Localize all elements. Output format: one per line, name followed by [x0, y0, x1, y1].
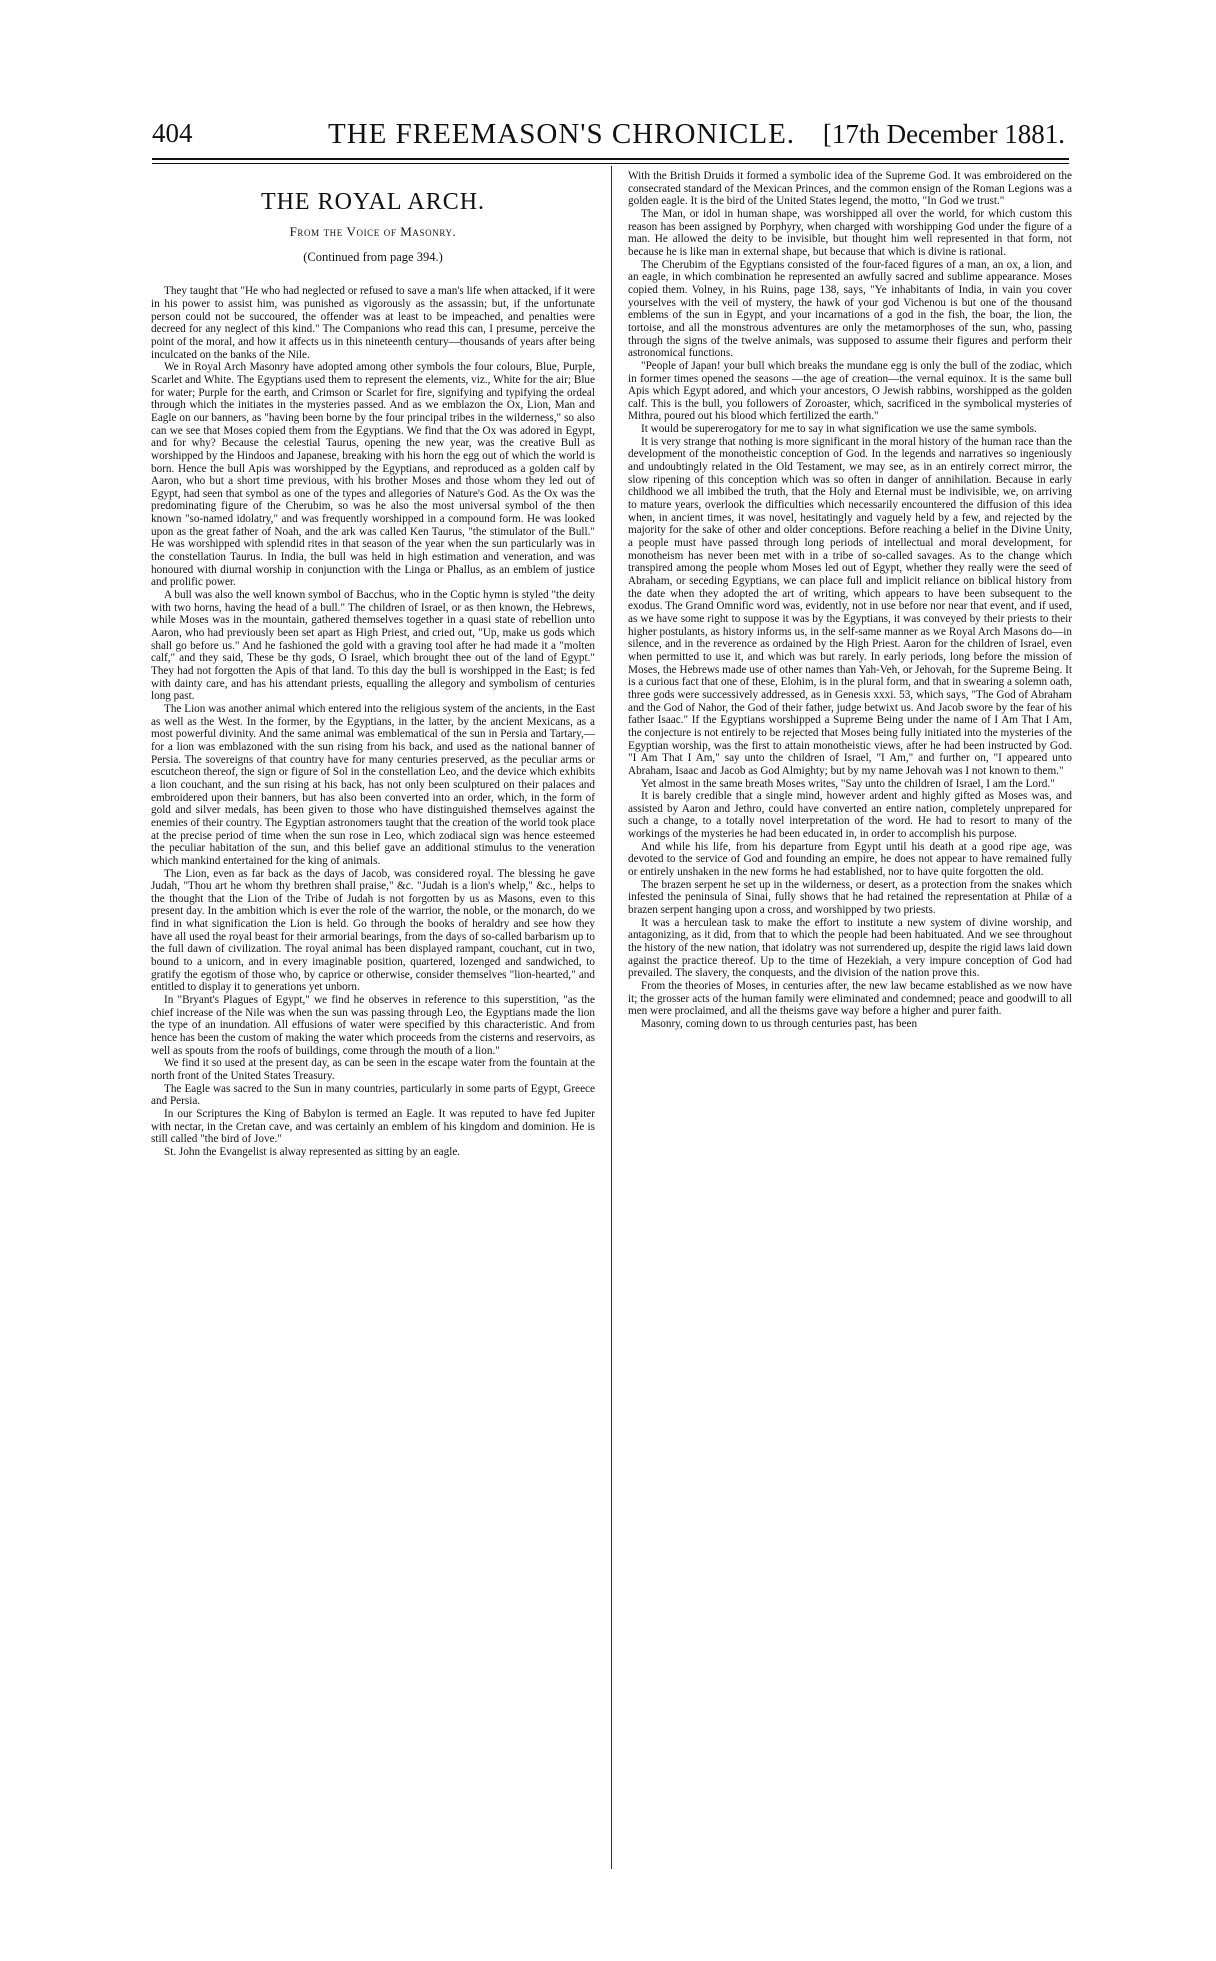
right-column	[628, 170, 1072, 1031]
paragraph: It is barely credible that a single mind, however ardent and highly gifted as Moses was, and assisted by Aaron and Jethro, could have converted an entire nation, completely unprepared for such a change, to a totally novel interpretation of the word. He had to resort to many of the workings of the mysteries he had been educated in, in order to accomplish his purpose.	[628, 790, 1072, 841]
continued-note: (Continued from page 394.)	[303, 249, 443, 264]
masthead-rule	[152, 158, 1069, 164]
issue-date: [17th December 1881.	[822, 119, 1065, 149]
article-source: From the Voice of Masonry.	[289, 224, 457, 239]
journal-title: THE FREEMASON'S CHRONICLE.	[328, 118, 796, 150]
paragraph: Yet almost in the same breath Moses writes, "Say unto the children of Israel, I am the Lord."	[641, 777, 1055, 790]
paragraph: From the theories of Moses, in centuries after, the new law became established as we now have it; the grosser acts of the human family were eliminated and condemned; peace and goodwill to all men were proclaimed, and all the theisms gave way before a higher and purer faith.	[628, 980, 1072, 1018]
paragraph: We in Royal Arch Masonry have adopted among other symbols the four colours, Blue, Purple, Scarlet and White. The Egyptians used them to represent the elements, viz., White for the air; Blue for water; Purple for the earth, and Crimson or Scarlet for fire, signifying and typifying the ordeal through which the initiates in the mysteries passed. And as we emblazon the Ox, Lion, Man and Eagle on our banners, as "having been borne by the four principal tribes in the wilderness," so also can we see that Moses copied them from the Egyptians. We find that the Ox was adored in Egypt, and for why? Because the celestial Taurus, opening the new year, was the creative Bull as worshipped by the Hindoos and Japanese, breaking with his horn the egg out of which the world is born. Hence the bull Apis was worshipped by the Egyptians, and reproduced as a golden calf by Aaron, who but a short time previous, with his brother Moses and those whom they led out of Egypt, had seen that symbol as one of the types and allegories of Nature's God. As the Ox was the predominating figure of the Cherubim, so was he also the most universal symbol of the then known "so-named idolatry," and was frequently worshipped in a compound form. He was looked upon as the great father of Noah, and the ark was called Ken Taurus, "the stimulator of the Bull." He was worshipped with splendid rites in that season of the year when the sun particularly was in the constellation Taurus. In India, the bull was held in high estimation and veneration, and was honoured with diurnal worship in conjunction with the Linga or Phallus, as an emblem of justice and prolific power.	[151, 361, 595, 589]
paragraph: With the British Druids it formed a symbolic idea of the Supreme God. It was embroidered on the consecrated standard of the Mexican Princes, and the common ensign of the Roman Legions was a golden eagle. It is the bird of the United States legend, the motto, "In God we trust."	[628, 170, 1072, 208]
paragraph: St. John the Evangelist is alway represented as sitting by an eagle.	[164, 1145, 461, 1158]
paragraph: The Eagle was sacred to the Sun in many countries, particularly in some parts of Egypt, Greece and Persia.	[151, 1082, 595, 1108]
paragraph: Masonry, coming down to us through centuries past, has been	[641, 1017, 918, 1030]
paragraph: The Lion was another animal which entered into the religious system of the ancients, in the East as well as the West. In the former, by the Egyptians, in the latter, by the ancient Mexicans, as a most powerful divinity. And the same animal was emblematical of the sun in Persia and Tartary,—for a lion was emblazoned with the sun rising from his back, and used as the national banner of Persia. The sovereigns of that country have for many centuries preserved, as the peculiar arms or escutcheon thereof, the sign or figure of Sol in the constellation Leo, and the device which exhibits a lion couchant, and the sun rising at his back, has not only been sculptured on their palaces and embroidered upon their banners, but has also been converted into an order, which, in the form of gold and silver medals, has been given to those who have distinguished themselves against the enemies of their country. The Egyptian astronomers taught that the creation of the world took place at the precise period of time when the sun rose in Leo, which zodiacal sign was hence esteemed the peculiar habitation of the sun, and this belief gave an additional stimulus to the veneration which mankind entertained for the king of animals.	[151, 702, 595, 867]
paragraph: It was a herculean task to make the effort to institute a new system of divine worship, and antagonizing, as it did, from that to which the people had been habituated. And we see throughout the history of the new nation, that idolatry was not surrendered up, despite the rigid laws laid down against the practice thereof. Up to the time of Hezekiah, a very impure conception of God had prevailed. The slavery, the conquests, and the division of the nation prove this.	[628, 916, 1072, 980]
paragraph: The Lion, even as far back as the days of Jacob, was considered royal. The blessing he gave Judah, "Thou art he whom thy brethren shall praise," &c. "Judah is a lion's whelp," &c., helps to the thought that the Lion of the Tribe of Judah is not forgotten by us as Masons, even to this present day. In the ambition which is ever the role of the warrior, the noble, or the monarch, do we find in what signification the Lion is held. Go through the books of heraldry and see how they have all used the royal beast for their armorial bearings, from the days of so-called barbarism up to the full dawn of civilization. The royal animal has been displayed rampant, couchant, cut in two, bound to a unicorn, and in every imaginable position, quartered, lozenged and sandwiched, to gratify the egotism of those who, by caprice or otherwise, consider themselves "lion-hearted," and entitled to display it to generations yet unborn.	[151, 867, 595, 994]
page-number: 404	[152, 118, 193, 148]
column-divider	[611, 166, 612, 1869]
paragraph: They taught that "He who had neglected or refused to save a man's life when attacked, if it were in his power to assist him, was punished as vigorously as the assassin; but, if the unfortunate person could not be succoured, the offender was at least to be impeached, and penalties were decreed for any neglect of this kind." The Companions who read this can, I presume, perceive the point of the moral, and how it affects us in this nineteenth century—thousands of years after being inculcated on the banks of the Nile.	[151, 285, 595, 361]
paragraph: It is very strange that nothing is more significant in the moral history of the human race than the development of the monotheistic conception of God. In the legends and narratives so ingeniously and undoubtingly related in the Old Testament, we may see, as in an entirely correct mirror, the slow ripening of this conception which was so often in danger of annihilation. Because in early childhood we all imbibed the truth, that the Holy and Eternal must be indivisible, we, on arriving to mature years, overlook the difficulties which necessarily encountered the diffusion of this idea when, in ancient times, it was novel, hesitatingly and vaguely held by a few, and rejected by the majority for the sake of other and older conceptions. Before reaching a belief in the Divine Unity, a people must have passed through long periods of intellectual and moral development, for monotheism has never been met with in a tribe of so-called savages. As to the change which transpired among the people whom Moses led out of Egypt, whether they really were the seed of Abraham, or seceding Egyptians, we can place full and implicit reliance on biblical history from the date when they adopted the art of writing, which appears to have been subsequent to the exodus. The Grand Omnific word was, evidently, not in use before nor near that event, and if used, as we have some right to suppose it was by the Egyptians, it was conveyed by their priests to their higher postulants, as history informs us, in the self-same manner as we Royal Arch Masons do—in silence, and in the reverence as ordained by the High Priest. Aaron for the children of Israel, even when permitted to use it, and which was but rarely. In early periods, long before the mission of Moses, the Hebrews made use of other names than Yah-Veh, or Jehovah, for the Supreme Being. It is a curious fact that one of these, Elohim, is in the plural form, and that in swearing a solemn oath, three gods were successively addressed, as in Genesis xxxi. 53, which says, "The God of Abraham and the God of Nahor, the God of their father, judge betwixt us. And Jacob swore by the fear of his father Isaac." If the Egyptians worshipped a Supreme Being under the name of I Am That I Am, the conjecture is not entirely to be rejected that Moses being fully initiated into the mysteries of the Egyptian worship, was the first to attain monotheistic views, after he had been instructed by God. "I Am That I Am," say unto the children of Israel, "I Am," and further on, "I appeared unto Abraham, Isaac and Jacob as God Almighty; but by my name Jehovah was I not known to them."	[628, 435, 1072, 777]
paragraph: The Cherubim of the Egyptians consisted of the four-faced figures of a man, an ox, a lion, and an eagle, in which combination he represented an awfully sacred and sublime appearance. Moses copied them. Volney, in his Ruins, page 138, says, "Ye inhabitants of India, in vain you cover yourselves with the veil of mystery, the hawk of your god Vichenou is but one of the thousand emblems of the sun in Egypt, and your incarnations of a god in the fish, the boar, the lion, the tortoise, and all the monstrous adventures are only the metamorphoses of the sun, who, passing through the signs of the twelve animals, was supposed to assume their figures and perform their astronomical functions.	[628, 258, 1072, 360]
paragraph: And while his life, from his departure from Egypt until his death at a good ripe age, was devoted to the service of God and founding an empire, he does not appear to have remained fully or entirely unshaken in the new forms he had established, nor to have quite forgotten the old.	[628, 840, 1072, 879]
paragraph: "People of Japan! your bull which breaks the mundane egg is only the bull of the zodiac, which in former times opened the seasons —the age of creation—the vernal equinox. It is the same bull Apis which Egypt adored, and which your ancestors, O Jewish rabbins, worshipped as the golden calf. This is the bull, you followers of Zoroaster, which, sacrificed in the symbolical mysteries of Mithra, poured out his blood which fertilized the earth."	[628, 359, 1072, 423]
left-column	[151, 170, 595, 1159]
paragraph: In "Bryant's Plagues of Egypt," we find he observes in reference to this superstition, "as the chief increase of the Nile was when the sun was passing through Leo, the Egyptians made the lion the type of an inundation. All effusions of water were specified by this characteristic. And from hence has been the custom of making the water which proceeds from the cisterns and reservoirs, as well as spouts from the roofs of buildings, come through the mouth of a lion."	[151, 994, 595, 1057]
paragraph: It would be supererogatory for me to say in what signification we use the same symbols.	[641, 423, 1037, 436]
paragraph: A bull was also the well known symbol of Bacchus, who in the Coptic hymn is styled "the deity with two horns, having the head of a bull." The children of Israel, or as then known, the Hebrews, while Moses was in the mountain, gathered themselves together in a quasi state of rebellion unto Aaron, who had previously been set apart as High Priest, and cried out, "Up, make us gods which shall go before us." And he fashioned the gold with a graving tool after he had made it a "molten calf," and they said, These be thy gods, O Israel, which brought thee out of the land of Egypt." They had not forgotten the Apis of that land. To this day the bull is worshipped in the East; is fed with dainty care, and has his attendant priests, equalling the allegory and symbolism of centuries long past.	[151, 589, 595, 703]
article-title: THE ROYAL ARCH.	[260, 189, 486, 215]
paragraph: We find it so used at the present day, as can be seen in the escape water from the fountain at the north front of the United States Treasury.	[151, 1057, 595, 1082]
paragraph: In our Scriptures the King of Babylon is termed an Eagle. It was reputed to have fed Jupiter with nectar, in the Cretan cave, and was certainly an emblem of his kingdom and dominion. He is still called "the bird of Jove."	[151, 1107, 595, 1146]
paragraph: The brazen serpent he set up in the wilderness, or desert, as a protection from the snakes which infested the peninsula of Sinai, fully shows that he had retained the representation at Philæ of a brazen serpent hanging upon a cross, and worshipped by two priests.	[628, 878, 1072, 917]
masthead	[152, 118, 1069, 154]
paragraph: The Man, or idol in human shape, was worshipped all over the world, for which custom this reason has been assigned by Porphyry, when charged with worshipping God under the figure of a man. He allowed the deity to be invisible, but thought him well represented in that form, not because he is like man in external shape, but because that which is divine is rational.	[628, 207, 1072, 258]
